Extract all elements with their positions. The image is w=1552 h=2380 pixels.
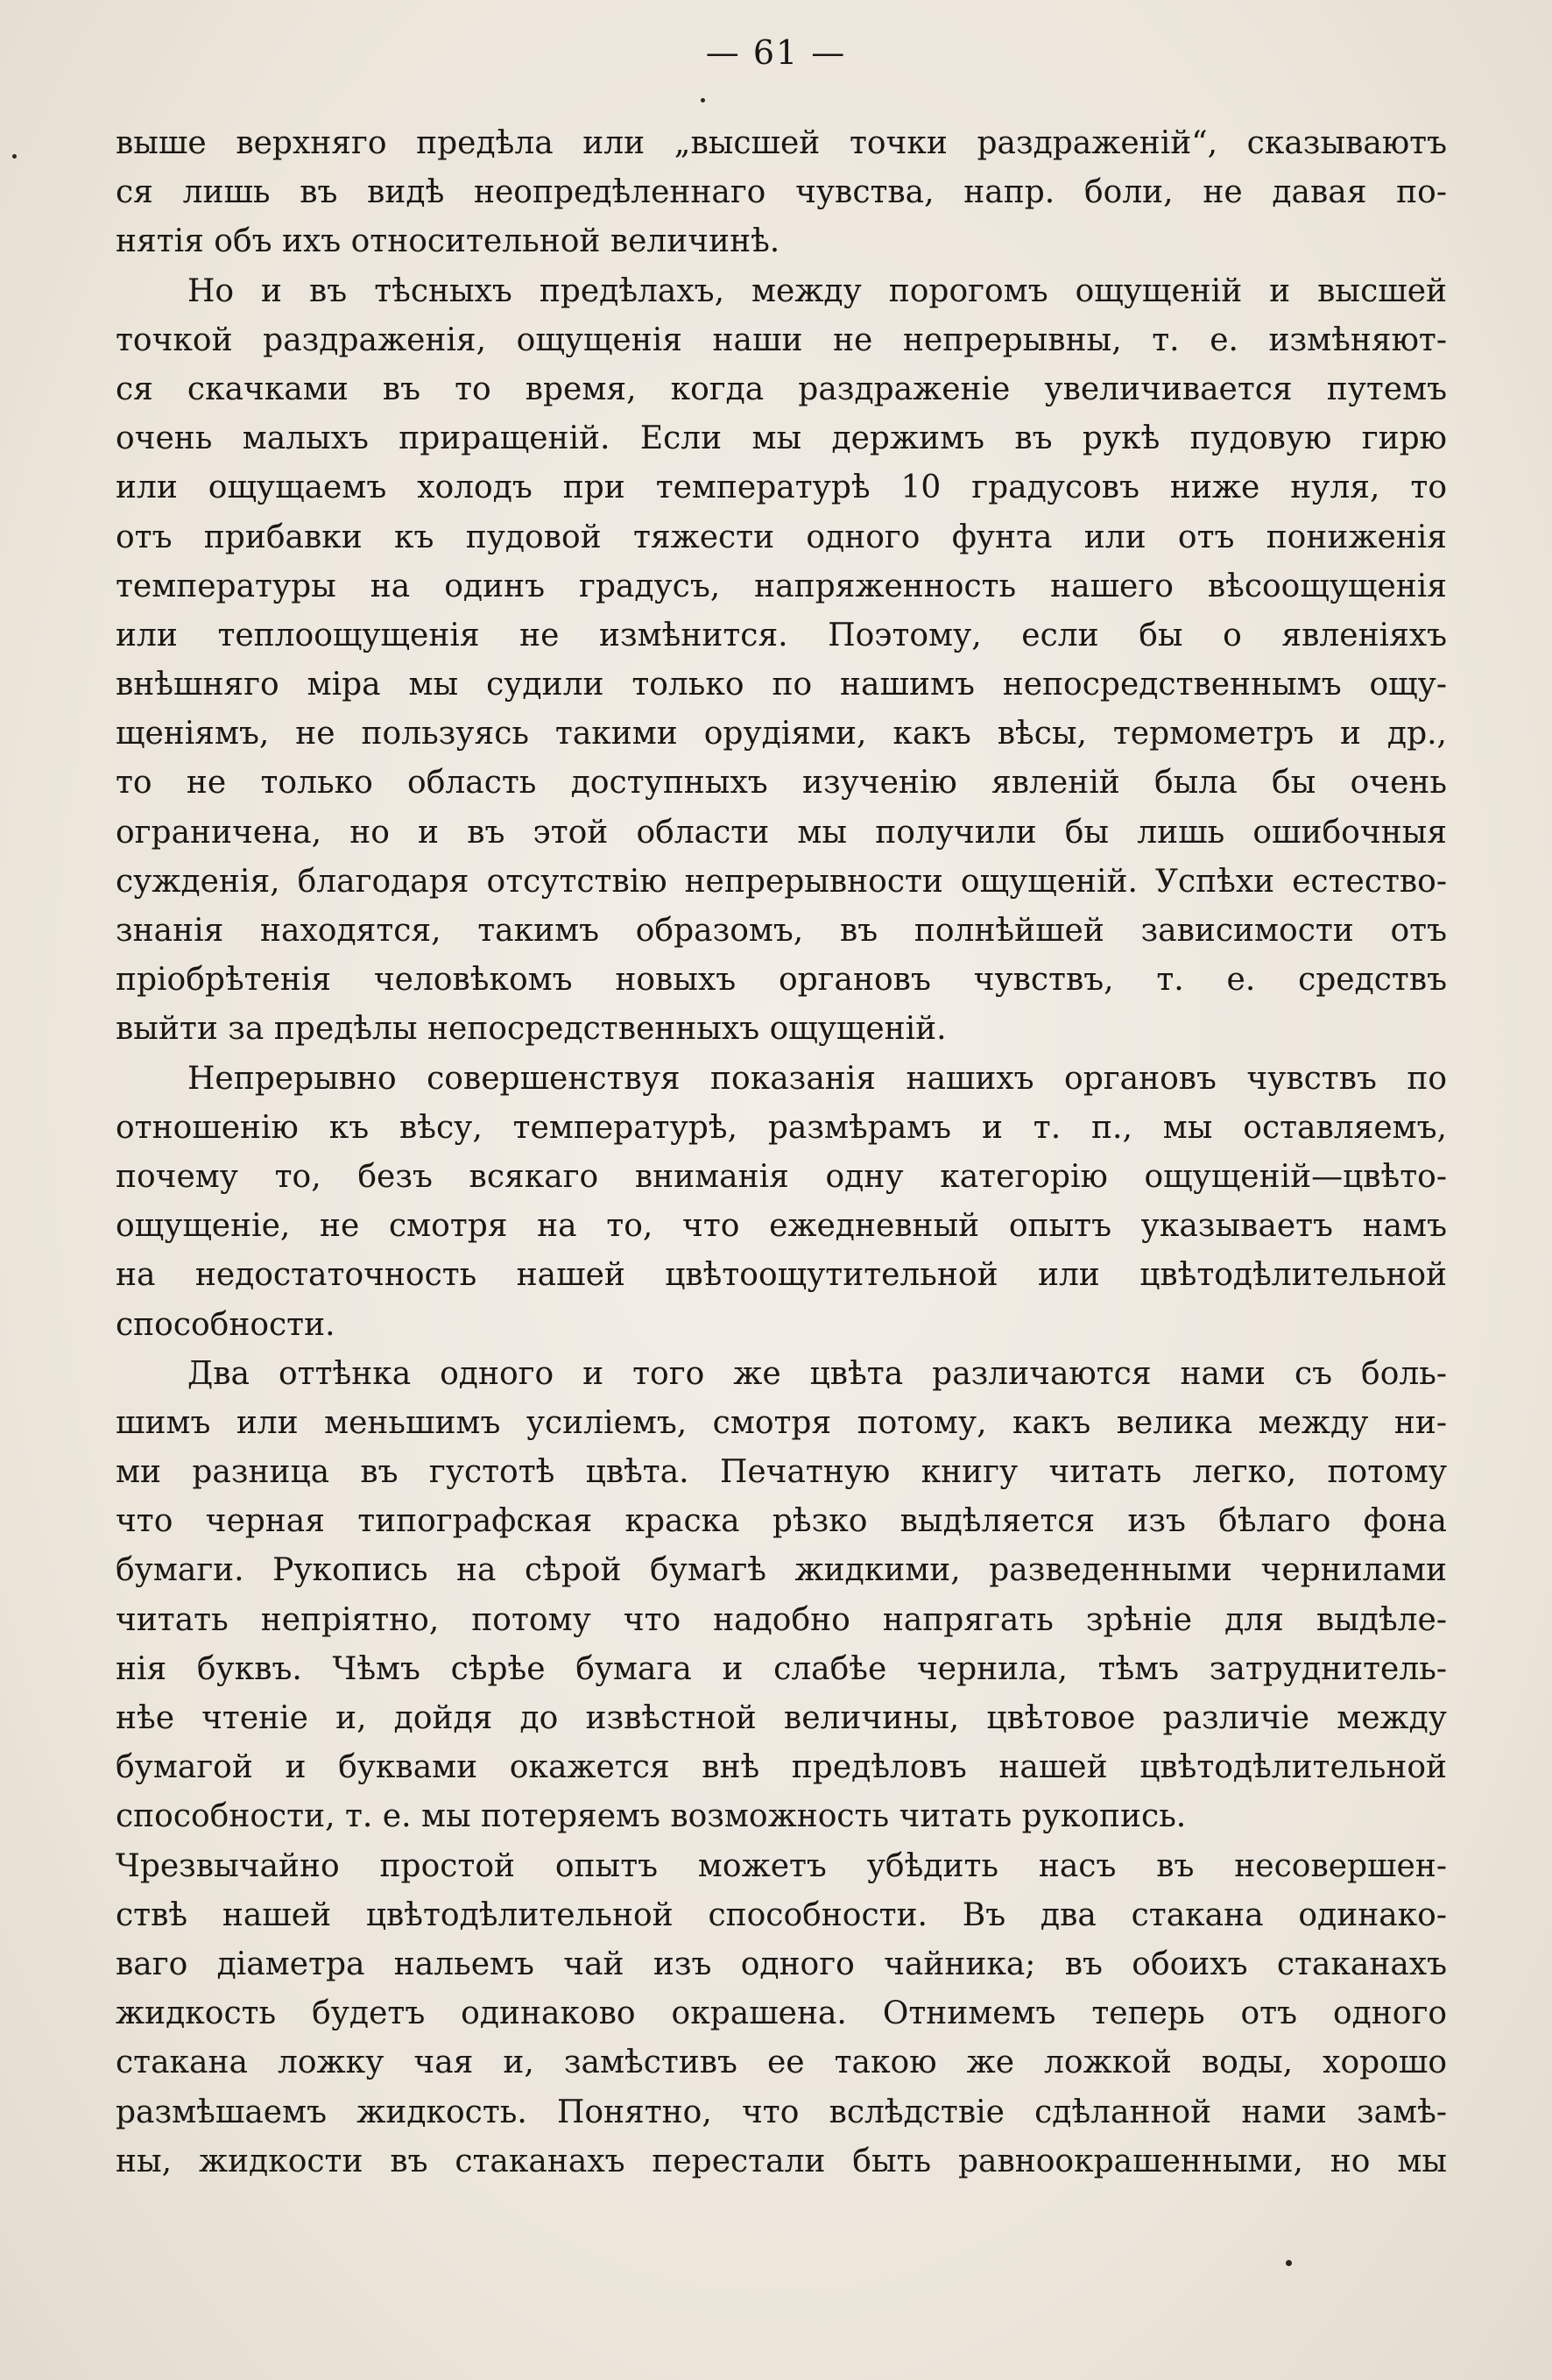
text-line: бумагой и буквами окажется внѣ предѣловъ нашей цвѣтодѣлительной [116,1749,1447,1786]
text-line: очень малыхъ приращеній. Если мы держимъ въ рукѣ пудовую гирю [116,420,1447,457]
text-line: отъ прибавки къ пудовой тяжести одного фунта или отъ пониженія [116,519,1447,555]
text-line: ны, жидкости въ стаканахъ перестали быть равноокрашенными, но мы [116,2143,1447,2179]
text-line: то не только область доступныхъ изученію явленій была бы очень [116,765,1447,802]
ink-speck [12,154,17,159]
text-line: отношенію къ вѣсу, температурѣ, размѣрамъ и т. п., мы оставляемъ, [116,1109,1447,1146]
text-line: или теплоощущенія не измѣнится. Поэтому, если бы о явленіяхъ [116,617,1447,653]
text-line: температуры на одинъ градусъ, напряженность нашего вѣсоощущенія [116,568,1447,604]
text-line: размѣшаемъ жидкость. Понятно, что вслѣдствіе сдѣланной нами замѣ- [116,2094,1447,2130]
text-line: что черная типографская краска рѣзко выдѣляется изъ бѣлаго фона [116,1503,1447,1540]
text-line: почему то, безъ всякаго вниманія одну категорію ощущеній—цвѣто- [116,1158,1447,1195]
text-line: ся скачками въ то время, когда раздраженіе увеличивается путемъ [116,371,1447,407]
text-line: жидкость будетъ одинаково окрашена. Отнимемъ теперь отъ одного [116,1995,1447,2032]
text-line: шимъ или меньшимъ усиліемъ, смотря потому, какъ велика между ни- [116,1404,1447,1441]
text-line: ощущеніе, не смотря на то, что ежедневный опытъ указываетъ намъ [116,1208,1447,1245]
text-line: ствѣ нашей цвѣтодѣлительной способности. Въ два стакана одинако- [116,1896,1447,1933]
text-line: ся лишь въ видѣ неопредѣленнаго чувства, напр. боли, не давая по- [116,174,1447,211]
text-line: или ощущаемъ холодъ при температурѣ 10 градусовъ ниже нуля, то [116,470,1447,506]
text-line: выйти за предѣлы непосредственныхъ ощущеній. [116,1011,947,1048]
text-line: выше верхняго предѣла или „высшей точки раздраженій“, сказываютъ [116,125,1447,161]
text-line: нѣе чтеніе и, дойдя до извѣстной величины, цвѣтовое различіе между [116,1700,1447,1736]
text-line: ми разница въ густотѣ цвѣта. Печатную книгу читать легко, потому [116,1454,1447,1491]
text-line: бумаги. Рукопись на сѣрой бумагѣ жидкими, разведенными чернилами [116,1552,1447,1589]
text-line: способности, т. е. мы потеряемъ возможность читать рукопись. [116,1798,1187,1835]
text-line: Два оттѣнка одного и того же цвѣта различаются нами съ боль- [187,1355,1447,1392]
text-line: внѣшняго міра мы судили только по нашимъ непосредственнымъ ощу- [116,667,1447,703]
body-text [116,119,1447,2186]
text-line: нія буквъ. Чѣмъ сѣрѣе бумага и слабѣе чернила, тѣмъ затруднитель- [116,1650,1447,1687]
text-line: ограничена, но и въ этой области мы получили бы лишь ошибочныя [116,814,1447,851]
text-line: нятія объ ихъ относительной величинѣ. [116,223,780,260]
text-line: пріобрѣтенія человѣкомъ новыхъ органовъ чувствъ, т. е. средствъ [116,962,1447,999]
text-line: способности. [116,1306,335,1343]
text-line: ваго діаметра нальемъ чай изъ одного чайника; въ обоихъ стаканахъ [116,1946,1447,1982]
text-line: точкой раздраженія, ощущенія наши не непрерывны, т. е. измѣняют- [116,321,1447,358]
text-line: Чрезвычайно простой опытъ можетъ убѣдить насъ въ несовершен- [116,1847,1447,1884]
text-line: на недостаточность нашей цвѣтоощутительной или цвѣтодѣлительной [116,1257,1447,1294]
ink-speck [701,98,705,102]
text-line: стакана ложку чая и, замѣстивъ ее такою же ложкой воды, хорошо [116,2045,1447,2081]
text-line: читать непріятно, потому что надобно напрягать зрѣніе для выдѣле- [116,1601,1447,1638]
text-line: Но и въ тѣсныхъ предѣлахъ, между порогомъ ощущеній и высшей [187,272,1447,309]
text-line: щеніямъ, не пользуясь такими орудіями, какъ вѣсы, термометръ и др., [116,716,1447,752]
text-line: Непрерывно совершенствуя показанія нашихъ органовъ чувствъ по [187,1060,1447,1097]
page-number: — 61 — [705,33,847,72]
ink-speck [1286,2260,1292,2266]
text-line: знанія находятся, такимъ образомъ, въ полнѣйшей зависимости отъ [116,913,1447,949]
text-line: сужденія, благодаря отсутствію непрерывности ощущеній. Успѣхи естество- [116,863,1447,900]
